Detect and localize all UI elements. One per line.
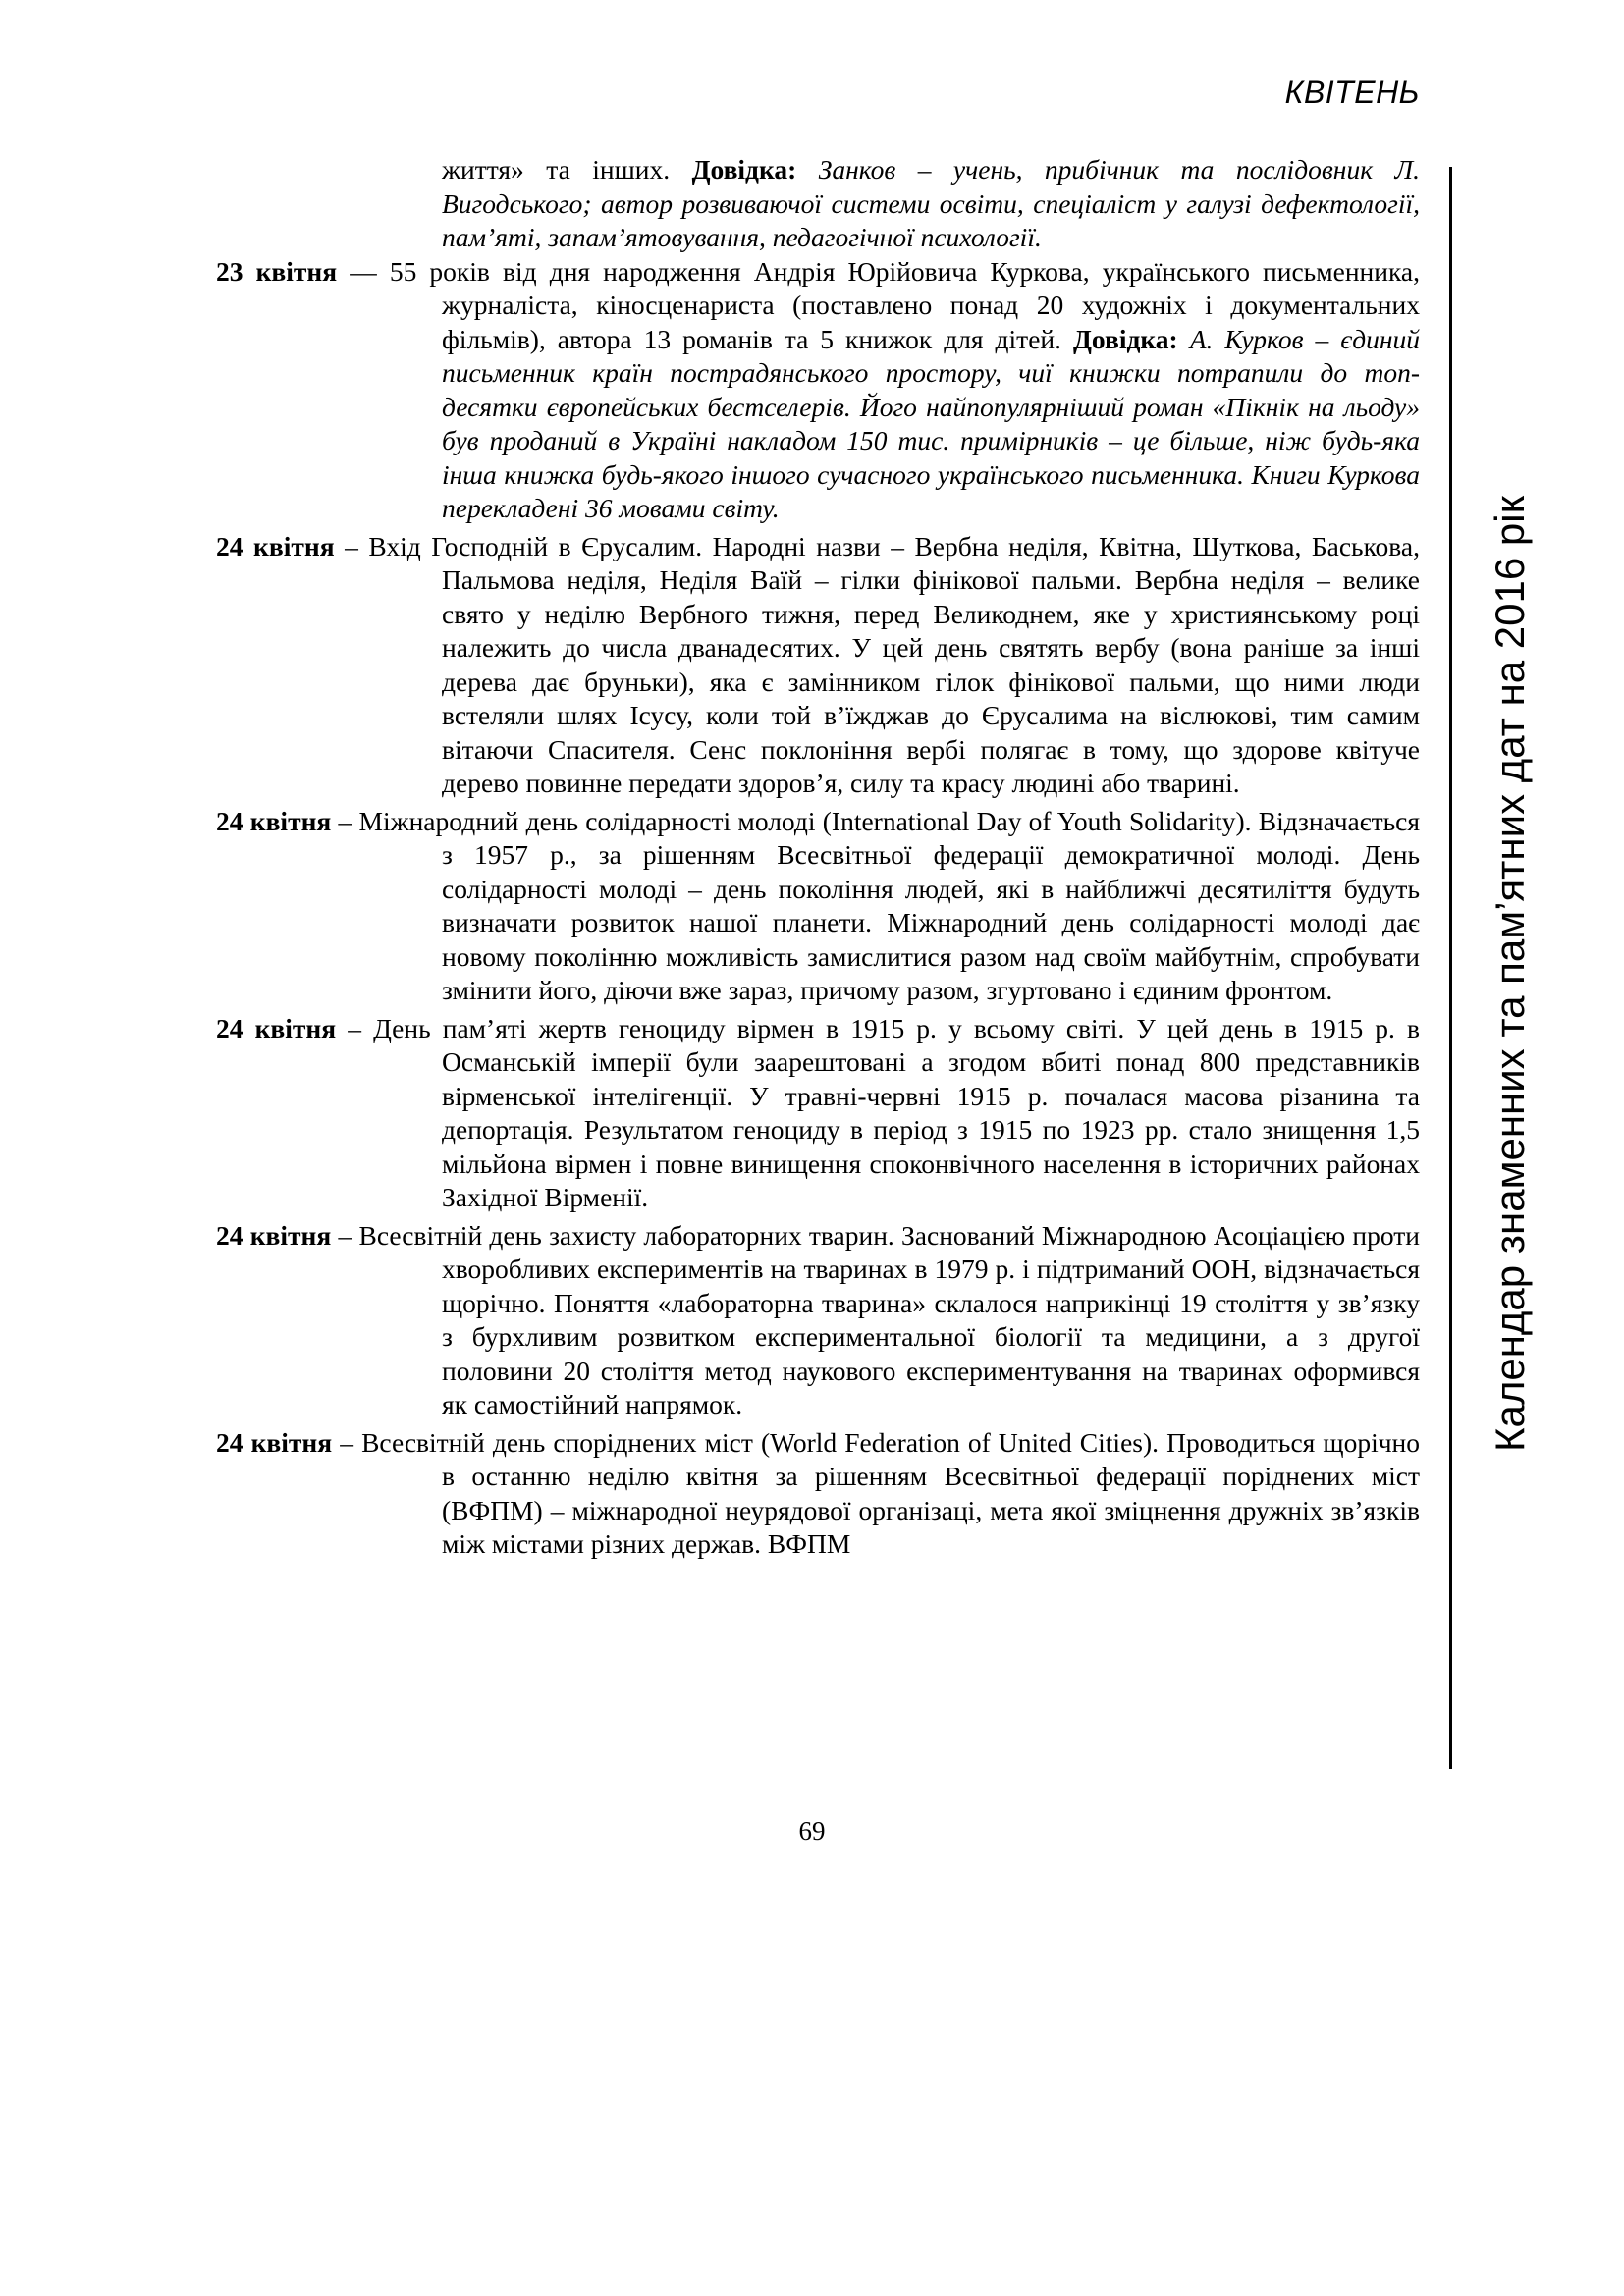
entry-date: 24 квітня [216, 1219, 332, 1251]
reference-label: Довідка: [691, 154, 797, 185]
page-content [216, 153, 1420, 1566]
entry-text: День пам’яті жертв геноциду вірмен в 1915 р. у всьому світі. У цей день в 1915 р. в Османській імперії були заарештовані а згодом вбиті понад 800 представників вірменської інтелігенції. У травні-червні 1915 р. почалася масова різанина та депортація. Результатом геноциду в період з 1915 по 1923 рр. стало знищення 1,5 мільйона вірмен і повне винищення споконвічного населення в історичних районах Західної Вірменії. [373, 1012, 1420, 1212]
entry-date: 24 квітня [216, 530, 335, 561]
entry-dash: – [331, 1219, 359, 1251]
calendar-entry [216, 1426, 1420, 1562]
continued-paragraph [216, 153, 1420, 255]
entry-text: Вхід Господній в Єрусалим. Народні назви – Вербна неділя, Квітна, Шуткова, Баськова, Пальмова неділя, Неділя Ваїй – гілки фінікової пальми. Вербна неділя – велике свято у неділю Вербного тижня, перед Великоднем, яке у християнському році належить до числа дванадесятих. У цей день святять вербу (вона раніше за інші дерева дає бруньки), яка є замінником гілок фінікової пальми, що ними люди встеляли шлях Ісусу, коли той в’їжджав до Єрусалима на віслюкові, тим самим вітаючи Спасителя. Сенс поклоніння вербі полягає в тому, що здорове квітуче дерево повинне передати здоров’я, силу та красу людині або тварині. [368, 530, 1420, 798]
entry-text: Всесвітній день захисту лабораторних тварин. Заснований Міжнародною Асоціацією проти хворобливих експериментів на тваринах в 1979 р. і підтриманий ООН, відзначається щорічно. Поняття «лабораторна тварина» склалося наприкінці 19 століття у зв’язку з бурхливим розвитком експериментальної біології та медицини, а з другої половини 20 століття метод наукового експериментування на тваринах оформився як самостійний напрямок. [358, 1219, 1421, 1419]
calendar-entry [216, 530, 1420, 801]
running-header-month: КВІТЕНЬ [1284, 75, 1420, 110]
entry-dash: — [337, 255, 390, 287]
sidebar-divider-line [1449, 167, 1452, 1769]
entry-text: Всесвітній день споріднених міст (World Federation of United Cities). Проводиться щорічно в останню неділю квітня за рішенням Всесвітньої федерації поріднених міст (ВФПМ) – міжнародної неурядової організаці, мета якої зміцнення дружніх зв’язків між містами різних держав. ВФПМ [361, 1426, 1421, 1559]
entry-dash: – [336, 1012, 374, 1043]
entry-dash: – [332, 1426, 362, 1458]
calendar-entry [216, 255, 1420, 526]
entry-dash: – [331, 805, 359, 836]
reference-text: Занков – учень, прибічник та послідовник Л. Вигодського; автор розвиваючої системи освіти, спеціаліст у галузі дефектології, пам’яті, запам’ятовування, педагогічної психології. [442, 154, 1420, 252]
calendar-entry [216, 1012, 1420, 1215]
reference-label: Довідка: [1072, 323, 1178, 354]
sidebar-book-title: Календар знаменних та пам’ятних дат на 2016 рік [1487, 496, 1533, 1452]
page-number: 69 [798, 1816, 826, 1845]
entry-date: 24 квітня [216, 1426, 333, 1458]
entry-date: 24 квітня [216, 1012, 337, 1043]
continued-text: життя» та інших. [442, 154, 692, 185]
entry-dash: – [334, 530, 369, 561]
entry-date: 24 квітня [216, 805, 332, 836]
entry-date: 23 квітня [216, 255, 338, 287]
calendar-entry [216, 805, 1420, 1008]
entry-text: Міжнародний день солідарності молоді (International Day of Youth Solidarity). Відзначається з 1957 р., за рішенням Всесвітньої федерації демократичної молоді. День солідарності молоді – день покоління людей, які в найближчі десятиліття будуть визначати розвиток нашої планети. Міжнародний день солідарності молоді дає новому поколінню можливість замислитися разом над своїм майбутнім, спробувати змінити його, діючи вже зараз, причому разом, згуртовано і єдиним фронтом. [358, 805, 1420, 1005]
reference-text: А. Курков – єдиний письменник країн пострадянського простору, чиї книжки потрапили до топ-десятки європейських бестселерів. Його найпопулярніший роман «Пікнік на льоду» був проданий в Україні накладом 150 тис. примірників – це більше, ніж будь-яка інша книжка будь-якого іншого сучасного українського письменника. Книги Куркова перекладені 36 мовами світу. [442, 323, 1420, 523]
entry-text: 55 років від дня народження Андрія Юрійовича Куркова, українського письменника, журналіста, кіносценариста (поставлено понад 20 художніх і документальних фільмів), автора 13 романів та 5 книжок для дітей. [389, 255, 1420, 354]
calendar-entry [216, 1219, 1420, 1422]
